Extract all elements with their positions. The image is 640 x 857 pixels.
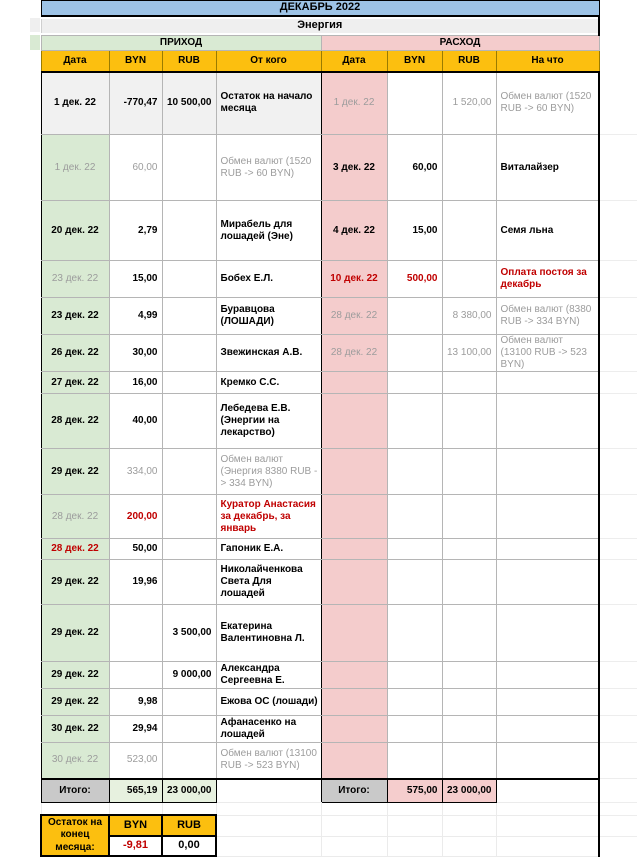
cell-expense-byn[interactable] [387,72,442,135]
cell-income-date[interactable]: 29 дек. 22 [41,689,109,716]
cell-expense-rub[interactable] [442,449,496,495]
cell-income-date[interactable]: 30 дек. 22 [41,743,109,779]
cell-expense-byn[interactable] [387,743,442,779]
table-row [41,802,637,815]
cell-expense-byn[interactable] [387,689,442,716]
cell-empty[interactable] [496,802,599,815]
header-expense-byn[interactable]: BYN [387,51,442,72]
cell-expense-byn[interactable] [387,449,442,495]
cell-expense-desc[interactable] [496,716,599,743]
table-row [41,19,637,33]
expense-section-header[interactable]: РАСХОД [321,36,599,51]
cell-income-desc[interactable]: Гапоник Е.А. [216,539,321,560]
cell-expense-date[interactable] [321,716,387,743]
margin-cell [599,605,637,662]
margin-cell [599,716,637,743]
margin-cell [599,802,637,815]
cell-expense-desc[interactable] [496,539,599,560]
cell-expense-date[interactable]: 28 дек. 22 [321,335,387,372]
cell-expense-desc[interactable] [496,662,599,689]
cell-expense-date[interactable] [321,743,387,779]
header-expense-what[interactable]: На что [496,51,599,72]
balance-rub-value[interactable]: 0,00 [162,836,216,856]
cell-empty[interactable] [496,836,599,856]
cell-income-desc[interactable]: Обмен валют (Энергия 8380 RUB -> 334 BYN) [216,449,321,495]
cell-expense-byn[interactable]: 60,00 [387,135,442,201]
balance-label[interactable]: Остаток на конец месяца: [41,815,109,856]
cell-empty[interactable] [321,802,387,815]
table-row [41,743,637,779]
expense-total-rub[interactable]: 23 000,00 [442,779,496,803]
cell-income-desc[interactable]: Николайченкова Света Для лошадей [216,560,321,605]
cell-income-date[interactable]: 30 дек. 22 [41,716,109,743]
cell-income-byn[interactable]: -770,47 [109,72,162,135]
table-row [41,135,637,201]
cell-income-rub[interactable]: 9 000,00 [162,662,216,689]
cell-income-date[interactable]: 29 дек. 22 [41,560,109,605]
cell-expense-date[interactable]: 3 дек. 22 [321,135,387,201]
margin-cell [599,372,637,394]
header-income-date[interactable]: Дата [41,51,109,72]
cell-empty[interactable] [216,779,321,803]
income-total-label[interactable]: Итого: [41,779,109,803]
cell-expense-rub[interactable] [442,689,496,716]
cell-expense-desc[interactable] [496,689,599,716]
cell-expense-byn[interactable] [387,495,442,539]
margin-cell [599,779,637,803]
cell-expense-desc[interactable]: Обмен валют (1520 RUB -> 60 BYN) [496,72,599,135]
cell-income-date[interactable]: 26 дек. 22 [41,335,109,372]
cell-expense-rub[interactable] [442,539,496,560]
cell-income-rub[interactable] [162,372,216,394]
cell-income-date[interactable]: 29 дек. 22 [41,662,109,689]
cell-expense-date[interactable] [321,449,387,495]
table-row [41,449,637,495]
margin-cell [599,836,637,856]
cell-expense-date[interactable] [321,495,387,539]
income-band-left-sliver [30,35,40,50]
margin-cell [599,51,637,72]
cell-expense-rub[interactable] [442,372,496,394]
margin-cell [599,815,637,836]
cell-empty[interactable] [387,802,442,815]
cell-income-date[interactable]: 28 дек. 22 [41,394,109,449]
cell-income-desc[interactable]: Куратор Анастасия за декабрь, за январь [216,495,321,539]
cell-income-rub[interactable] [162,716,216,743]
cell-expense-byn[interactable] [387,560,442,605]
cell-income-byn[interactable]: 334,00 [109,449,162,495]
cell-expense-byn[interactable] [387,662,442,689]
cell-income-date[interactable]: 27 дек. 22 [41,372,109,394]
cell-expense-date[interactable] [321,394,387,449]
cell-expense-byn[interactable] [387,372,442,394]
cell-empty[interactable] [387,836,442,856]
cell-expense-rub[interactable] [442,560,496,605]
cell-income-rub[interactable] [162,298,216,335]
margin-cell [599,19,637,33]
cell-income-desc[interactable]: Екатерина Валентиновна Л. [216,605,321,662]
cell-income-date[interactable]: 28 дек. 22 [41,495,109,539]
cell-income-byn[interactable]: 200,00 [109,495,162,539]
cell-expense-desc[interactable]: Виталайзер [496,135,599,201]
cell-income-byn[interactable]: 19,96 [109,560,162,605]
cell-income-desc[interactable]: Звежинская А.В. [216,335,321,372]
margin-cell [599,539,637,560]
cell-expense-desc[interactable] [496,605,599,662]
cell-expense-byn[interactable] [387,539,442,560]
cell-expense-date[interactable]: 4 дек. 22 [321,201,387,261]
cell-income-desc[interactable]: Ежова ОС (лошади) [216,689,321,716]
cell-expense-date[interactable] [321,539,387,560]
cell-income-byn[interactable]: 15,00 [109,261,162,298]
table-row [41,201,637,261]
cell-expense-byn[interactable] [387,394,442,449]
cell-income-date[interactable]: 1 дек. 22 [41,72,109,135]
margin-cell [599,394,637,449]
margin-cell [599,135,637,201]
cell-expense-date[interactable] [321,560,387,605]
cell-empty[interactable] [162,802,216,815]
margin-cell [599,1,637,16]
margin-cell [599,36,637,51]
cell-expense-date[interactable]: 28 дек. 22 [321,298,387,335]
cell-empty[interactable] [496,779,599,803]
cell-income-desc[interactable]: Александра Сергеевна Е. [216,662,321,689]
table-row [41,662,637,689]
cell-expense-byn[interactable] [387,335,442,372]
cell-income-date[interactable]: 28 дек. 22 [41,539,109,560]
cell-expense-desc[interactable] [496,495,599,539]
table-row [41,372,637,394]
cell-income-byn[interactable]: 40,00 [109,394,162,449]
cell-empty[interactable] [41,802,109,815]
table-row [41,605,637,662]
cell-income-byn[interactable] [109,605,162,662]
cell-income-date[interactable]: 20 дек. 22 [41,201,109,261]
income-total-byn[interactable]: 565,19 [109,779,162,803]
cell-income-byn[interactable]: 9,98 [109,689,162,716]
table-row [41,689,637,716]
income-total-rub[interactable]: 23 000,00 [162,779,216,803]
cell-expense-date[interactable] [321,372,387,394]
cell-expense-rub[interactable] [442,716,496,743]
header-income-byn[interactable]: BYN [109,51,162,72]
cell-income-rub[interactable] [162,261,216,298]
cell-expense-desc[interactable] [496,560,599,605]
table-row [41,716,637,743]
cell-income-rub[interactable] [162,135,216,201]
margin-cell [599,560,637,605]
header-expense-date[interactable]: Дата [321,51,387,72]
sheet-name-cell[interactable]: Энергия [41,19,599,33]
cell-expense-byn[interactable] [387,716,442,743]
table-row [41,836,637,856]
cell-expense-desc[interactable]: Обмен валют (13100 RUB -> 523 BYN) [496,335,599,372]
cell-income-byn[interactable]: 2,79 [109,201,162,261]
margin-cell [599,449,637,495]
margin-cell [599,335,637,372]
table-row [41,72,637,135]
cell-expense-date[interactable] [321,662,387,689]
cell-income-date[interactable]: 1 дек. 22 [41,135,109,201]
cell-income-desc[interactable]: Бобех Е.Л. [216,261,321,298]
cell-empty[interactable] [216,802,321,815]
table-row [41,539,637,560]
sheet-row-left-sliver [30,18,40,32]
cell-expense-rub[interactable] [442,135,496,201]
cell-expense-date[interactable] [321,605,387,662]
margin-cell [599,72,637,135]
cell-income-date[interactable]: 29 дек. 22 [41,449,109,495]
cell-income-byn[interactable]: 60,00 [109,135,162,201]
cell-income-byn[interactable] [109,662,162,689]
cell-expense-rub[interactable]: 8 380,00 [442,298,496,335]
cell-empty[interactable] [216,836,321,856]
table-row [41,335,637,372]
margin-cell [599,689,637,716]
cell-income-desc[interactable]: Обмен валют (1520 RUB -> 60 BYN) [216,135,321,201]
cell-income-desc[interactable]: Лебедева Е.В. (Энергии на лекарство) [216,394,321,449]
spreadsheet [40,0,637,857]
margin-cell [599,261,637,298]
cell-expense-rub[interactable] [442,743,496,779]
cell-income-desc[interactable]: Остаток на начало месяца [216,72,321,135]
cell-income-desc[interactable]: Кремко С.С. [216,372,321,394]
cell-income-rub[interactable] [162,539,216,560]
cell-expense-rub[interactable] [442,201,496,261]
cell-expense-byn[interactable] [387,298,442,335]
cell-income-desc[interactable]: Обмен валют (13100 RUB -> 523 BYN) [216,743,321,779]
cell-income-rub[interactable] [162,201,216,261]
cell-income-rub[interactable] [162,495,216,539]
table-row [41,560,637,605]
cell-expense-rub[interactable] [442,605,496,662]
cell-expense-desc[interactable]: Обмен валют (8380 RUB -> 334 BYN) [496,298,599,335]
cell-income-rub[interactable] [162,689,216,716]
cell-expense-rub[interactable]: 13 100,00 [442,335,496,372]
cell-expense-date[interactable]: 1 дек. 22 [321,72,387,135]
cell-income-date[interactable]: 23 дек. 22 [41,261,109,298]
header-income-from[interactable]: От кого [216,51,321,72]
balance-byn-header[interactable]: BYN [109,815,162,836]
cell-income-desc[interactable]: Буравцова (ЛОШАДИ) [216,298,321,335]
cell-income-byn[interactable]: 4,99 [109,298,162,335]
cell-empty[interactable] [109,802,162,815]
cell-expense-byn[interactable]: 500,00 [387,261,442,298]
cell-income-byn[interactable]: 16,00 [109,372,162,394]
table-row [41,36,637,51]
cell-income-byn[interactable]: 50,00 [109,539,162,560]
cell-expense-desc[interactable] [496,394,599,449]
cell-expense-desc[interactable] [496,743,599,779]
margin-cell [599,662,637,689]
cell-income-byn[interactable]: 523,00 [109,743,162,779]
cell-income-desc[interactable]: Мирабель для лошадей (Эне) [216,201,321,261]
margin-cell [599,201,637,261]
table-row [41,815,637,836]
cell-empty[interactable] [496,815,599,836]
cell-income-date[interactable]: 23 дек. 22 [41,298,109,335]
cell-expense-date[interactable]: 10 дек. 22 [321,261,387,298]
cell-expense-date[interactable] [321,689,387,716]
cell-expense-byn[interactable]: 15,00 [387,201,442,261]
cell-income-rub[interactable] [162,743,216,779]
cell-income-rub[interactable] [162,560,216,605]
table-row [41,779,637,803]
margin-cell [599,743,637,779]
margin-cell [599,298,637,335]
header-income-rub[interactable]: RUB [162,51,216,72]
header-expense-rub[interactable]: RUB [442,51,496,72]
cell-empty[interactable] [216,815,321,836]
table-row [41,394,637,449]
table-row [41,298,637,335]
cell-empty[interactable] [442,836,496,856]
cell-income-byn[interactable]: 30,00 [109,335,162,372]
cell-income-rub[interactable] [162,335,216,372]
cell-expense-desc[interactable]: Оплата постоя за декабрь [496,261,599,298]
cell-expense-desc[interactable] [496,449,599,495]
cell-income-byn[interactable]: 29,94 [109,716,162,743]
cell-empty[interactable] [442,815,496,836]
table-row [41,51,637,72]
cell-empty[interactable] [321,815,387,836]
cell-income-date[interactable]: 29 дек. 22 [41,605,109,662]
cell-expense-rub[interactable] [442,495,496,539]
cell-expense-desc[interactable] [496,372,599,394]
table-row [41,261,637,298]
cell-empty[interactable] [321,836,387,856]
cell-income-desc[interactable]: Афанасенко на лошадей [216,716,321,743]
cell-empty[interactable] [442,802,496,815]
table-row [41,495,637,539]
cell-income-rub[interactable]: 3 500,00 [162,605,216,662]
cell-expense-rub[interactable] [442,662,496,689]
income-section-header[interactable]: ПРИХОД [41,36,321,51]
margin-cell [599,495,637,539]
cell-expense-byn[interactable] [387,605,442,662]
cell-income-rub[interactable] [162,449,216,495]
month-title-cell[interactable]: ДЕКАБРЬ 2022 [41,1,599,16]
balance-rub-header[interactable]: RUB [162,815,216,836]
balance-byn-value[interactable]: -9,81 [109,836,162,856]
cell-empty[interactable] [387,815,442,836]
table-row [41,1,637,16]
expense-total-byn[interactable]: 575,00 [387,779,442,803]
cell-expense-rub[interactable] [442,394,496,449]
cell-expense-rub[interactable]: 1 520,00 [442,72,496,135]
cell-income-rub[interactable] [162,394,216,449]
cell-expense-rub[interactable] [442,261,496,298]
cell-expense-desc[interactable]: Семя льна [496,201,599,261]
cell-income-rub[interactable]: 10 500,00 [162,72,216,135]
expense-total-label[interactable]: Итого: [321,779,387,803]
